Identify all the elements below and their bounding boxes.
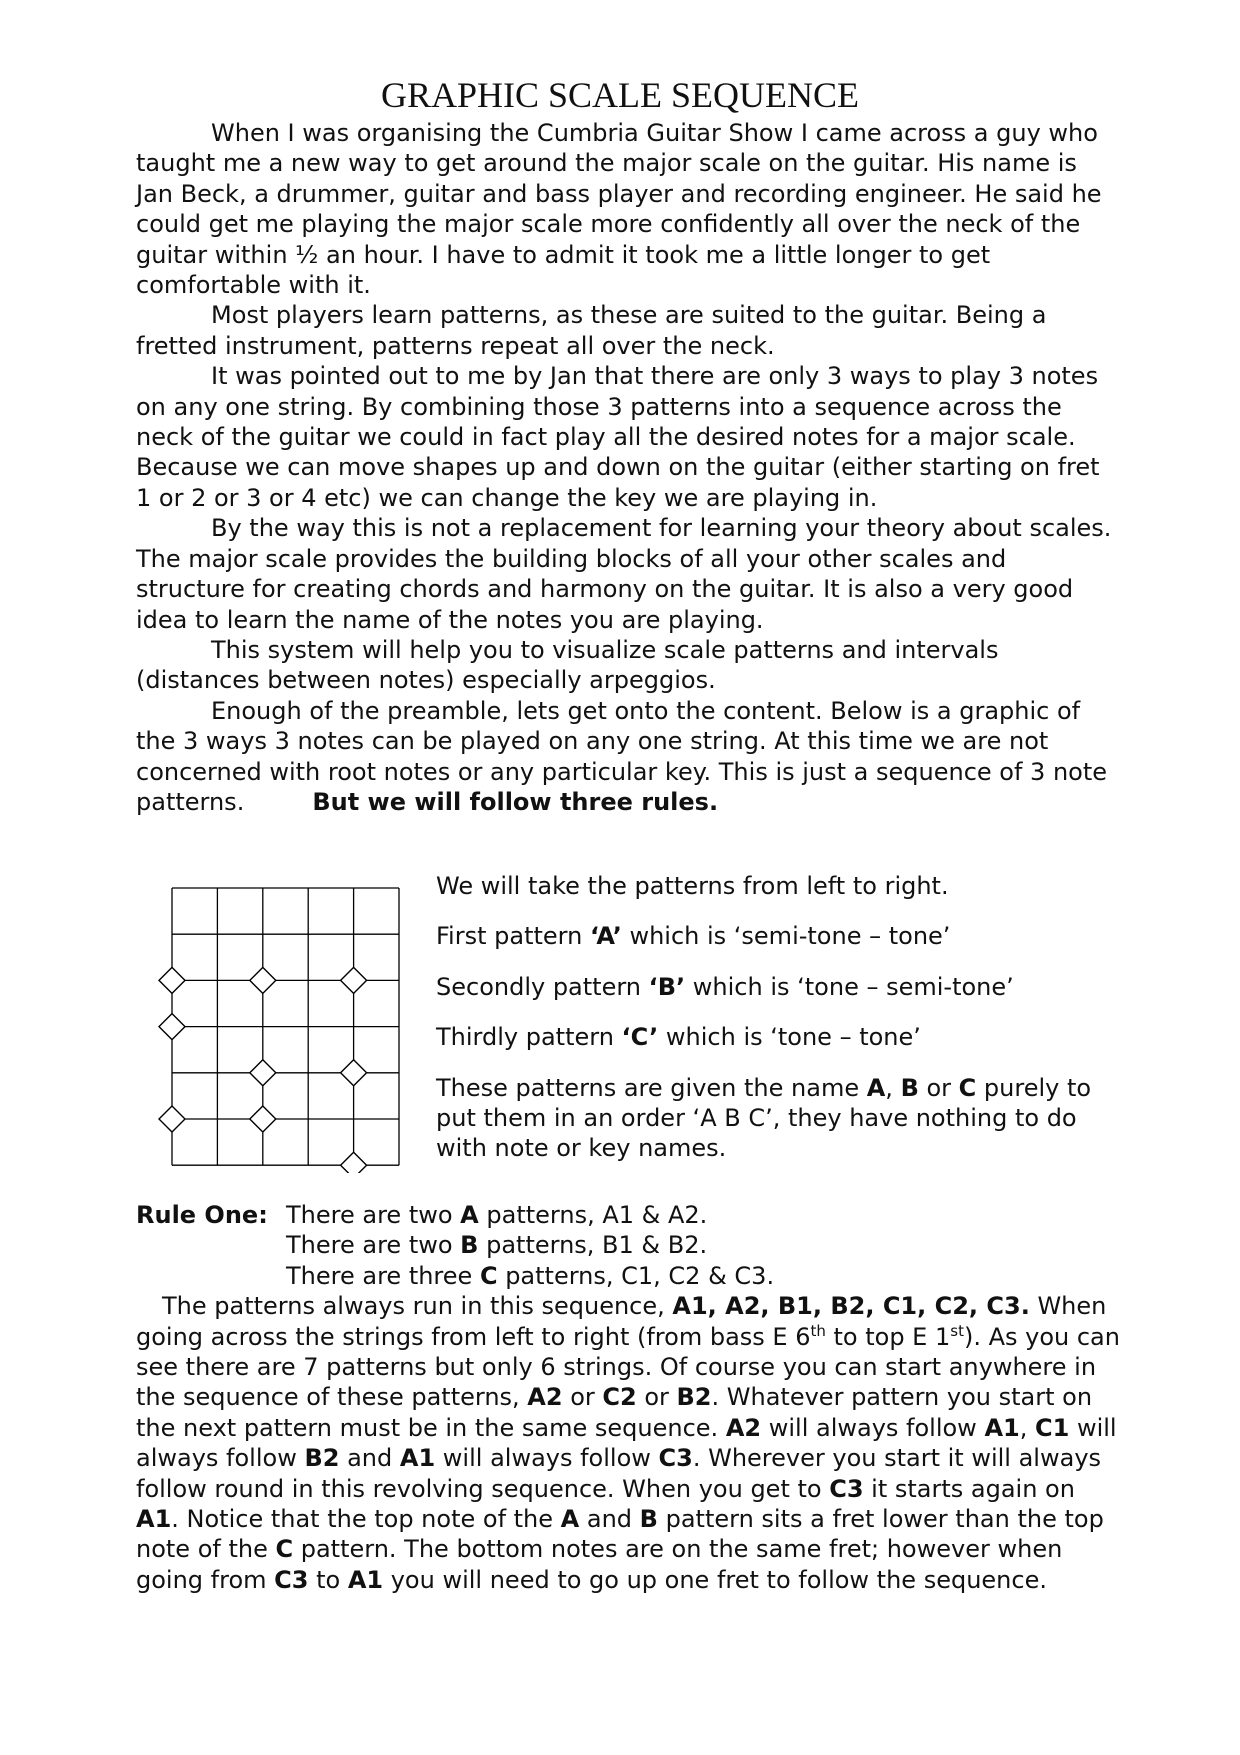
- rule-one-line-3: [136, 1261, 1121, 1291]
- pattern-b-lead: Secondly pattern: [436, 972, 649, 1001]
- separator: ,: [885, 1073, 901, 1102]
- superscript: th: [810, 1321, 826, 1340]
- naming-rest: purely to put them in an order ‘A B C’, they have nothing to do with note or key names.: [436, 1073, 1092, 1163]
- text: . Wherever you start it will always follow round in this revolving sequence. When you get to: [136, 1444, 1102, 1503]
- text: you will need to go up one fret to follow the sequence.: [383, 1565, 1047, 1594]
- bold: A1: [347, 1565, 384, 1594]
- pattern-a-key: ‘A’: [589, 922, 622, 951]
- sequence-paragraph: [136, 1291, 1121, 1595]
- text: ,: [1019, 1413, 1035, 1442]
- bold-a: A: [460, 1201, 479, 1229]
- intro-paragraph-4: By the way this is not a replacement for learning your theory about scales. The major scale provides the building blocks of all your other scales and structure for creating chords and harmony on the guitar. It is also a very good idea to learn the name of the notes you are playing.: [136, 514, 1112, 634]
- text: When going across the strings from left to right (from bass E 6: [136, 1292, 1107, 1351]
- note-diamond-icon: [159, 1106, 185, 1132]
- bold: A1: [136, 1505, 172, 1534]
- name-a: A: [866, 1073, 886, 1102]
- note-diamond-icon: [341, 1060, 367, 1086]
- bold: C3: [274, 1565, 309, 1594]
- rule-one-section: [136, 1200, 1121, 1595]
- pattern-descriptions: [436, 871, 1126, 1184]
- bold: A2: [527, 1383, 563, 1412]
- text: or: [636, 1383, 677, 1412]
- text: patterns, C1, C2 & C3.: [497, 1261, 775, 1290]
- text: patterns, A1 & A2.: [478, 1201, 708, 1229]
- rule-one-line-1: [136, 1200, 1121, 1230]
- note-diamond-icon: [159, 1014, 185, 1040]
- fretboard-grid: [172, 888, 399, 1165]
- text: ). As you can see there are 7 patterns but only 6 strings. Of course you can start anywhere in the sequence of these patterns,: [136, 1322, 1120, 1412]
- text: and: [579, 1505, 640, 1534]
- pattern-c-key: ‘C’: [621, 1023, 659, 1052]
- text: it starts again on: [863, 1474, 1075, 1503]
- text: The patterns always run in this sequence,: [162, 1292, 673, 1321]
- bold: C2: [602, 1383, 637, 1412]
- note-diamond-icon: [250, 967, 276, 993]
- text: pattern. The bottom notes are on the same fret; however when going from: [136, 1535, 1063, 1594]
- pattern-c-lead: Thirdly pattern: [436, 1023, 622, 1052]
- bold: B2: [304, 1444, 340, 1473]
- pattern-a: [436, 921, 1126, 951]
- bold: C3: [829, 1474, 864, 1503]
- text: will always follow: [435, 1444, 659, 1473]
- intro-text: [136, 118, 1116, 817]
- note-diamond-icon: [250, 1060, 276, 1086]
- intro-paragraph-2: Most players learn patterns, as these are suited to the guitar. Being a fretted instrument, patterns repeat all over the neck.: [136, 301, 1047, 360]
- fretboard-svg: [145, 883, 415, 1173]
- fretboard-diagram: [145, 883, 415, 1173]
- text: to top E 1: [825, 1322, 951, 1351]
- note-diamond-icon: [341, 967, 367, 993]
- bold: A2: [725, 1413, 762, 1442]
- pattern-a-lead: First pattern: [436, 922, 590, 951]
- intro-paragraph-3: It was pointed out to me by Jan that there are only 3 ways to play 3 notes on any one string. By combining those 3 patterns into a sequence across the neck of the guitar we could in fact play all the desired notes for a major scale. Because we can move shapes up and down on the guitar (either starting on fret 1 or 2 or 3 or 4 etc) we can change the key we are playing in.: [136, 362, 1100, 512]
- rule-one-text-1: [286, 1200, 707, 1230]
- three-rules-statement: But we will follow three rules.: [312, 787, 719, 816]
- text: . Whatever pattern you start on the next pattern must be in the same sequence.: [136, 1383, 1093, 1442]
- note-diamond-icon: [250, 1106, 276, 1132]
- pattern-naming-note: [436, 1073, 1126, 1164]
- rule-one-line-2: [136, 1230, 1121, 1260]
- bold: B2: [676, 1383, 712, 1412]
- pattern-c-desc: which is ‘tone – tone’: [658, 1023, 921, 1052]
- bold: A1: [399, 1444, 436, 1473]
- separator: or: [918, 1073, 959, 1102]
- pattern-intro: We will take the patterns from left to right.: [436, 872, 949, 900]
- superscript: st: [950, 1321, 964, 1340]
- name-c: C: [958, 1073, 977, 1102]
- text: There are two: [286, 1201, 461, 1229]
- note-diamond-icon: [341, 1152, 367, 1173]
- naming-lead: These patterns are given the name: [436, 1073, 867, 1102]
- bold-c: C: [479, 1261, 498, 1290]
- text: pattern sits a fret lower than the top note of the: [136, 1505, 1104, 1564]
- text: will always follow: [136, 1413, 1117, 1473]
- pattern-b: [436, 972, 1126, 1002]
- text: patterns, B1 & B2.: [478, 1231, 708, 1260]
- intro-paragraph-6-text: Enough of the preamble, lets get onto the content. Below is a graphic of the 3 ways 3 notes can be played on any one string. At this time we are not concerned with root notes or any particular key. This is just a sequence of 3 note patterns.: [136, 696, 1108, 816]
- intro-paragraph-1: When I was organising the Cumbria Guitar Show I came across a guy who taught me a new way to get around the major scale on the guitar. His name is Jan Beck, a drummer, guitar and bass player and recording engineer. He said he could get me playing the major scale more confidently all over the neck of the guitar within ½ an hour. I have to admit it took me a little longer to get comfortable with it.: [136, 119, 1102, 300]
- bold: C1: [1035, 1413, 1070, 1442]
- name-b: B: [900, 1073, 919, 1102]
- text: There are two: [286, 1231, 461, 1260]
- rule-one-label: Rule One:: [136, 1201, 268, 1229]
- pattern-c: [436, 1022, 1126, 1052]
- bold: C3: [658, 1444, 693, 1473]
- pattern-b-desc: which is ‘tone – semi-tone’: [685, 972, 1014, 1001]
- pattern-b-key: ‘B’: [648, 972, 686, 1001]
- bold: A1: [984, 1413, 1020, 1442]
- sequence-list: A1, A2, B1, B2, C1, C2, C3.: [672, 1292, 1030, 1321]
- bold: B: [639, 1505, 658, 1534]
- bold-b: B: [460, 1231, 479, 1260]
- text: There are three: [286, 1261, 480, 1290]
- text: and: [339, 1444, 400, 1473]
- intro-paragraph-5: This system will help you to visualize scale patterns and intervals (distances between notes) especially arpeggios.: [136, 635, 999, 695]
- text: to: [308, 1565, 348, 1594]
- text: or: [562, 1383, 603, 1412]
- text: will always follow: [761, 1413, 985, 1442]
- bold: A: [560, 1505, 580, 1534]
- note-diamond-icon: [159, 967, 185, 993]
- pattern-a-desc: which is ‘semi-tone – tone’: [621, 922, 951, 951]
- page-title: GRAPHIC SCALE SEQUENCE: [380, 75, 860, 115]
- bold: C: [275, 1535, 294, 1564]
- intro-paragraph-6: [136, 696, 1116, 818]
- text: . Notice that the top note of the: [171, 1505, 561, 1534]
